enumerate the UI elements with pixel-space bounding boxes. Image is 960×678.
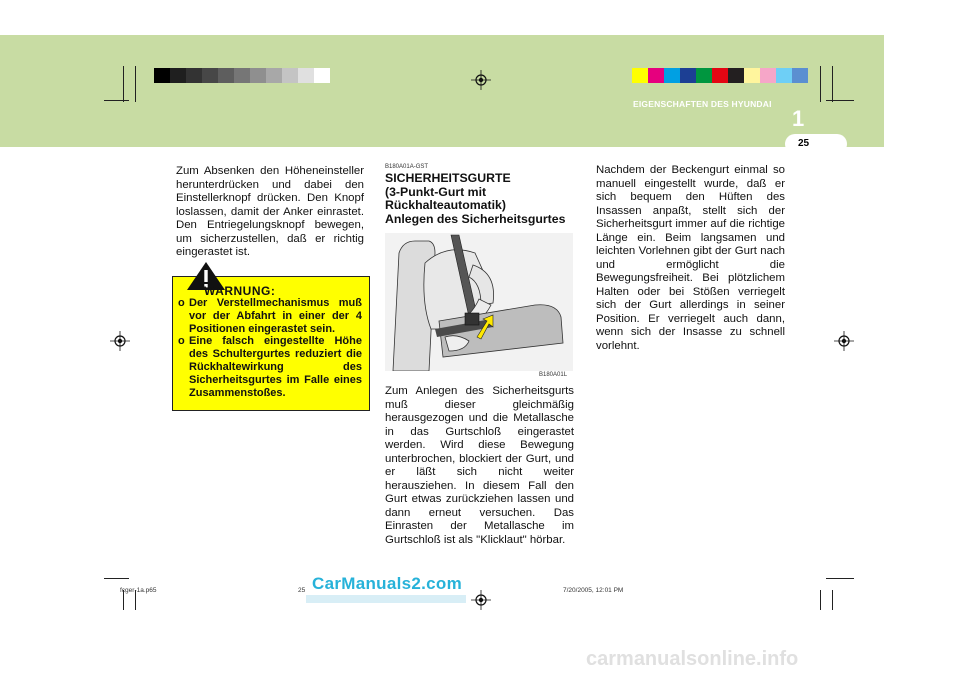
registration-mark-icon bbox=[110, 331, 130, 351]
color-swatch bbox=[792, 68, 808, 83]
footer-date: 7/20/2005, 12:01 PM bbox=[563, 587, 624, 594]
color-swatch bbox=[744, 68, 760, 83]
heading-line: Rückhalteautomatik) bbox=[385, 198, 506, 212]
footer-page: 25 bbox=[298, 587, 306, 594]
color-swatch bbox=[760, 68, 776, 83]
footer-filename: fcger-1a.p65 bbox=[120, 587, 157, 594]
header-band bbox=[0, 35, 884, 147]
color-swatch bbox=[266, 68, 282, 83]
crop-mark bbox=[820, 590, 821, 610]
color-swatch bbox=[712, 68, 728, 83]
warning-title: WARNUNG: bbox=[204, 284, 276, 298]
color-swatch bbox=[282, 68, 298, 83]
crop-mark bbox=[832, 66, 833, 102]
warning-item: Der Verstellmechanismus muß vor der Abfahrt in einer der 4 Positionen eingerastet sein. bbox=[189, 297, 362, 335]
heading-line: SICHERHEITSGURTE bbox=[385, 171, 511, 185]
height-adjuster-paragraph: Zum Absenken den Höheneinsteller herunterdrücken und dabei den Einstellerknopf drücken. Den Knopf loslassen, damit der Anker einrastet. Den Entriegelungsknopf bewegen, um sicherzustellen, daß er richtig eingerastet ist. bbox=[176, 165, 364, 258]
gray-color-bar bbox=[154, 68, 330, 83]
crop-mark bbox=[832, 590, 833, 610]
warning-item: Eine falsch eingestellte Höhe des Schultergurtes reduziert die Rückhaltewirkung des Sicherheitsgurtes im Falle eines Zusammenstoßes. bbox=[189, 335, 362, 399]
color-swatch bbox=[664, 68, 680, 83]
color-swatch bbox=[632, 68, 648, 83]
warning-bullet: o bbox=[178, 335, 185, 347]
registration-mark-icon bbox=[834, 331, 854, 351]
page-number-tab bbox=[785, 134, 847, 154]
heading-line: Anlegen des Sicherheitsgurtes bbox=[385, 211, 566, 226]
color-swatch bbox=[696, 68, 712, 83]
crop-mark bbox=[135, 66, 136, 102]
color-swatch bbox=[218, 68, 234, 83]
color-swatch bbox=[648, 68, 664, 83]
fastening-instructions-paragraph: Zum Anlegen des Sicherheitsgurts muß dieser gleichmäßig herausgezogen und die Metallasche in das Gurtschloß eingerastet werden. Wird diese Bewegung unterbrochen, blockiert der Gurt, und er läßt sich nicht weiter herausziehen. In diesem Fall den Gurt etwas zurückziehen lassen und dann erneut versuchen. Das Einrasten der Metallasche im Gurtschloß ist als "Klicklaut" hörbar. bbox=[385, 385, 574, 546]
crop-mark bbox=[104, 578, 129, 579]
color-swatch bbox=[680, 68, 696, 83]
process-color-bar bbox=[632, 68, 808, 83]
crop-mark bbox=[820, 66, 821, 102]
crop-mark bbox=[826, 578, 854, 579]
color-swatch bbox=[202, 68, 218, 83]
color-swatch bbox=[298, 68, 314, 83]
crop-mark bbox=[123, 66, 124, 102]
page-number: 25 bbox=[798, 138, 810, 149]
section-code: B180A01A-GST bbox=[385, 164, 429, 170]
chapter-number: 1 bbox=[792, 106, 805, 131]
registration-mark-icon bbox=[471, 70, 491, 90]
seatbelt-illustration bbox=[385, 233, 573, 371]
belt-behavior-paragraph: Nachdem der Beckengurt einmal so manuell eingestellt wurde, daß er sich bequem den Hüften des Insassen anpaßt, stellt sich der Sicherheitsgurt immer auf die richtige Länge ein. Beim langsamen und leichten Vorlehnen gibt der Gurt nach und ermöglicht die Bewegungsfreiheit. Bei plötzlichem Halten oder bei Stößen verriegelt sich der Gurt allerdings in seiner Position. Er verriegelt auch dann, wenn sich der Insasse zu schnell vorlehnt. bbox=[596, 164, 785, 352]
figure-label: B180A01L bbox=[539, 372, 568, 378]
warning-bullet: o bbox=[178, 297, 185, 309]
color-swatch bbox=[234, 68, 250, 83]
section-heading bbox=[385, 172, 585, 226]
color-swatch bbox=[250, 68, 266, 83]
color-swatch bbox=[728, 68, 744, 83]
section-title: EIGENSCHAFTEN DES HYUNDAI bbox=[633, 99, 772, 109]
color-swatch bbox=[776, 68, 792, 83]
color-swatch bbox=[186, 68, 202, 83]
bottom-watermark: carmanualsonline.info bbox=[586, 648, 799, 670]
color-swatch bbox=[170, 68, 186, 83]
crop-mark bbox=[826, 100, 854, 101]
watermark-link[interactable]: CarManuals2.com bbox=[312, 574, 462, 593]
crop-mark bbox=[104, 100, 129, 101]
registration-mark-icon bbox=[471, 590, 491, 610]
color-swatch bbox=[154, 68, 170, 83]
color-swatch bbox=[314, 68, 330, 83]
heading-line: (3-Punkt-Gurt mit bbox=[385, 184, 487, 199]
watermark-bar bbox=[306, 595, 466, 603]
